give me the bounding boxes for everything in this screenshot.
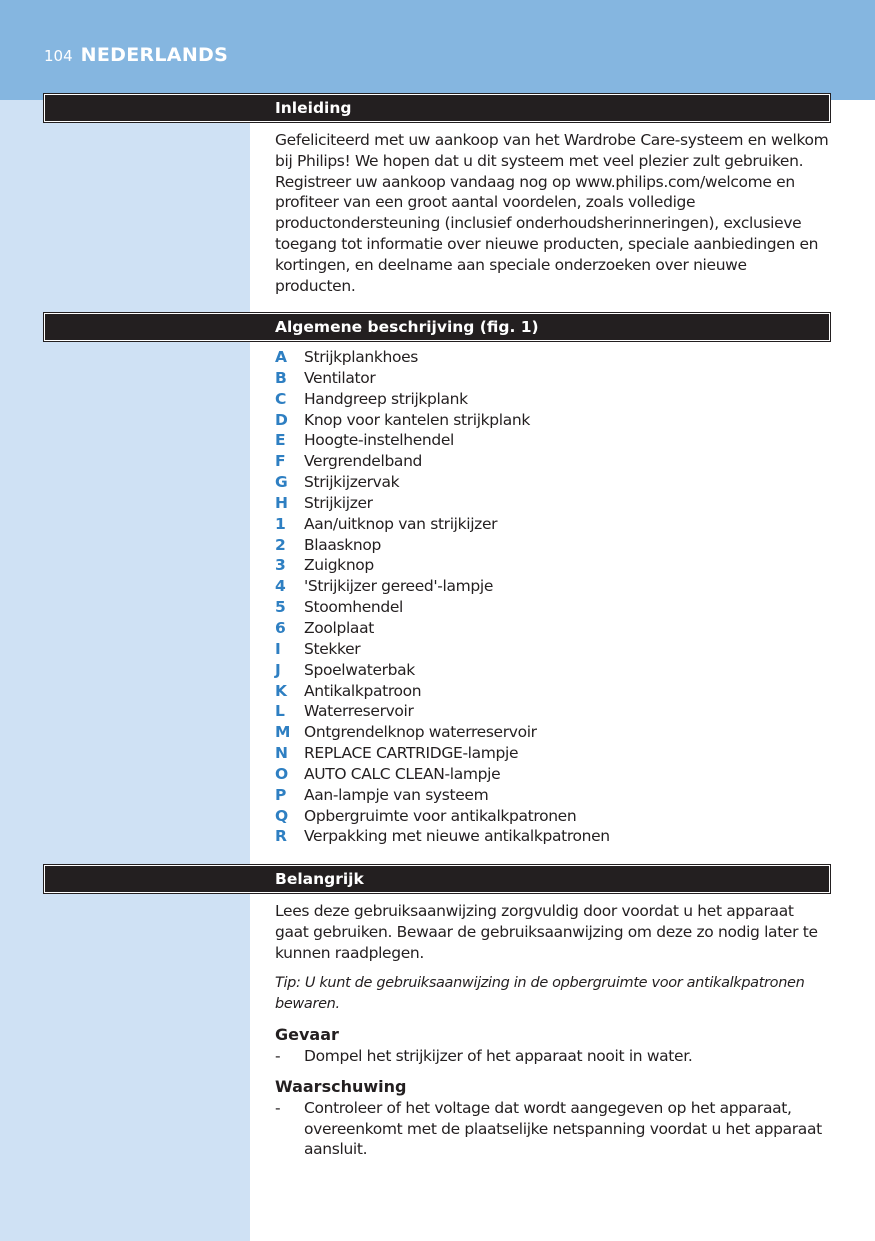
description-item	[275, 472, 830, 493]
description-item-key: E	[275, 431, 286, 450]
description-item	[275, 368, 830, 389]
description-list	[275, 347, 830, 847]
description-item-key: I	[275, 639, 281, 658]
description-item-key: 1	[275, 514, 286, 533]
description-item-label: Spoelwaterbak	[304, 660, 415, 679]
description-item	[275, 660, 830, 681]
description-item-label: Opbergruimte voor antikalkpatronen	[304, 806, 577, 825]
description-item	[275, 514, 830, 535]
description-item-key: M	[275, 723, 291, 742]
description-item-label: Handgreep strijkplank	[304, 389, 468, 408]
description-item	[275, 681, 830, 702]
important-paragraph: Lees deze gebruiksaanwijzing zorgvuldig door voordat u het apparaat gaat gebruiken. Bewaar de gebruiksaanwijzing om deze zo nodig later te kunnen raadplegen.	[275, 902, 818, 962]
warning-item	[275, 1098, 830, 1160]
tip-text: Tip: U kunt de gebruiksaanwijzing in de opbergruimte voor antikalkpatronen bewaren.	[275, 975, 805, 1013]
description-item-label: Hoogte-instelhendel	[304, 431, 455, 450]
description-item-label: Ventilator	[304, 368, 376, 387]
description-item	[275, 785, 830, 806]
description-item-key: Q	[275, 806, 288, 825]
description-item-label: Strijkplankhoes	[304, 348, 418, 367]
danger-item-text: Dompel het strijkijzer of het apparaat nooit in water.	[304, 1047, 693, 1066]
description-item	[275, 389, 830, 410]
description-item-label: Antikalkpatroon	[304, 681, 422, 700]
description-item	[275, 722, 830, 743]
description-item-key: 6	[275, 618, 286, 637]
description-item-key: G	[275, 473, 288, 492]
description-item	[275, 701, 830, 722]
description-item-key: L	[275, 702, 285, 721]
description-item-key: P	[275, 785, 287, 804]
intro-paragraph-2: Registreer uw aankoop vandaag nog op www.philips.com/welcome en profiteer van een groot aantal voordelen, zoals volledige productondersteuning (inclusief onderhoudsherinneringen), exclusieve toegang tot informatie over nieuwe producten, speciale aanbiedingen en kortingen, en deelname aan speciale onderzoeken over nieuwe producten.	[275, 172, 819, 295]
side-color-band	[0, 100, 250, 1241]
description-item-key: D	[275, 410, 288, 429]
bullet-dash: -	[275, 1047, 281, 1066]
description-item-key: 5	[275, 598, 286, 617]
description-item	[275, 743, 830, 764]
description-item	[275, 347, 830, 368]
description-item-key: O	[275, 764, 288, 783]
section-bar-description	[44, 313, 830, 341]
description-item	[275, 597, 830, 618]
description-item-key: 2	[275, 535, 286, 554]
description-item-label: 'Strijkijzer gereed'-lampje	[304, 577, 494, 596]
danger-heading: Gevaar	[275, 1025, 339, 1045]
description-item-key: 4	[275, 577, 286, 596]
language-title: NEDERLANDS	[80, 44, 229, 66]
description-item-label: Blaasknop	[304, 535, 381, 554]
description-item-key: 3	[275, 556, 286, 575]
description-item-key: H	[275, 493, 288, 512]
important-text	[275, 901, 830, 1160]
description-item	[275, 493, 830, 514]
description-item-key: R	[275, 827, 287, 846]
description-item-key: K	[275, 681, 287, 700]
description-item-key: N	[275, 744, 288, 763]
description-item	[275, 430, 830, 451]
description-item-key: C	[275, 389, 287, 408]
description-item-label: Verpakking met nieuwe antikalkpatronen	[304, 827, 610, 846]
description-item-label: REPLACE CARTRIDGE-lampje	[304, 744, 519, 763]
description-item	[275, 410, 830, 431]
page-number: 104	[44, 47, 73, 65]
section-title-description: Algemene beschrijving (fig. 1)	[275, 318, 539, 336]
description-item-label: Stekker	[304, 639, 361, 658]
description-item	[275, 535, 830, 556]
description-item	[275, 555, 830, 576]
warning-heading: Waarschuwing	[275, 1076, 407, 1096]
description-item-label: Strijkijzer	[304, 493, 373, 512]
description-item	[275, 639, 830, 660]
description-item-label: Aan-lampje van systeem	[304, 785, 489, 804]
section-title-intro: Inleiding	[275, 99, 352, 117]
description-item-label: Zoolplaat	[304, 618, 374, 637]
description-item-label: Strijkijzervak	[304, 473, 400, 492]
description-item-label: Zuigknop	[304, 556, 374, 575]
description-item	[275, 806, 830, 827]
description-item-label: Waterreservoir	[304, 702, 414, 721]
intro-paragraph-1: Gefeliciteerd met uw aankoop van het Wardrobe Care-systeem en welkom bij Philips! We hopen dat u dit systeem met veel plezier zult gebruiken.	[275, 131, 829, 170]
description-item-key: F	[275, 452, 286, 471]
section-bar-important	[44, 865, 830, 893]
description-item-key: J	[275, 660, 281, 679]
danger-item	[275, 1046, 830, 1067]
description-item	[275, 451, 830, 472]
description-item-key: B	[275, 368, 287, 387]
section-title-important: Belangrijk	[275, 870, 364, 888]
bullet-dash: -	[275, 1098, 281, 1117]
description-item	[275, 576, 830, 597]
description-item-label: AUTO CALC CLEAN-lampje	[304, 764, 501, 783]
description-item	[275, 826, 830, 847]
warning-item-text: Controleer of het voltage dat wordt aangegeven op het apparaat, overeenkomt met de plaatselijke netspanning voordat u het apparaat aansluit.	[304, 1098, 822, 1159]
page-header	[44, 44, 228, 66]
section-bar-intro	[44, 94, 830, 122]
description-item-label: Stoomhendel	[304, 598, 403, 617]
description-item	[275, 618, 830, 639]
intro-text	[275, 130, 830, 296]
description-item-label: Aan/uitknop van strijkijzer	[304, 514, 498, 533]
description-item-label: Ontgrendelknop waterreservoir	[304, 723, 537, 742]
description-item	[275, 764, 830, 785]
description-item-label: Vergrendelband	[304, 452, 423, 471]
description-item-key: A	[275, 348, 287, 367]
description-item-label: Knop voor kantelen strijkplank	[304, 410, 530, 429]
